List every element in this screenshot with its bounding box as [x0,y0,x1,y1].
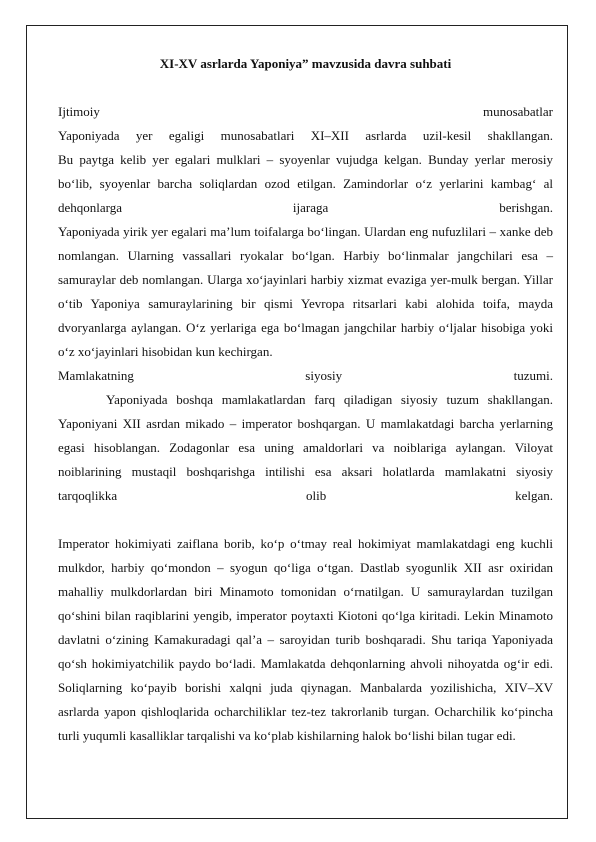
document-title: XI-XV asrlarda Yaponiya” mavzusida davra suhbati [159,56,452,71]
paragraph-political-system: Yaponiyada boshqa mamlakatlardan farq qiladigan siyosiy tuzum shakllangan. Yaponiyani XII asrdan mikado – imperator boshqargan. U mamlakatdagi barcha yerlarning egasi hisoblangan. Zodagonlar esa uning amaldorlari va noiblariga aylangan. Viloyat noiblarining mustaqil boshqarishga intilishi esa aksari holatlarda mamlakatni siyosiy tarqoqlikka olib kelgan. [58,392,553,503]
paragraph-shoen: Bu paytga kelib yer egalari mulklari – syoyenlar vujudga kelgan. Bunday yerlar merosiy bo‘lib, syoyenlar barcha soliqlardan ozod etilgan. Zamindorlar o‘z yerlarini kambag‘ al dehqonlarga ijaraga berishgan. [58,152,553,215]
paragraph-landowner-classes: Yaponiyada yirik yer egalari ma’lum toifalarga bo‘lingan. Ulardan eng nufuzlilari – xanke deb nomlangan. Ularning vassallari ryokalar bo‘lgan. Harbiy bo‘linmalar jangchilari esa – samuraylar deb nomlangan. Ularga xo‘jayinlari harbiy xizmat evaziga yer-mulk bergan. Yillar o‘tib Yaponiya samuraylarining bir qismi Yevropa ritsarlari kabi alohida toifa, mayda dvoryanlarga aylangan. O‘z yerlariga ega bo‘lmagan jangchilar harbiy o‘ljalar hisobiga yoki o‘z xo‘jayinlari hisobidan kun kechirgan. [58,224,553,359]
section-heading-political-system: Mamlakatning siyosiy tuzumi. [58,368,553,383]
paragraph-shogunate: Imperator hokimiyati zaiflana borib, ko‘p o‘tmay real hokimiyat mamlakatdagi eng kuchli mulkdor, harbiy qo‘mondon – syogun qo‘liga o‘tgan. Dastlab syogunlik XII asr oxiridan mahalliy mulkdorlardan biri Minamoto tomonidan o‘rnatilgan. U samuraylardan tuzilgan qo‘shini bilan raqiblarini yengib, imperator poytaxti Kiotoni qo‘lga kiritadi. Lekin Minamoto davlatni o‘zining Kamakuradagi qal’a – saroyidan turib boshqaradi. Shu tariqa Yaponiyada qo‘sh hokimiyatchilik paydo bo‘ladi. Mamlakatda dehqonlarning ahvoli nihoyatda og‘ir edi. Soliqlarning ko‘payib borishi xalqni juda qiynagan. Manbalarda yozilishicha, XIV–XV asrlarda yapon qishloqlarida ocharchiliklar tez-tez takrorlanib turgan. Ocharchilik ko‘pincha turli yuqumli kasalliklar tarqalishi va ko‘plab kishilarning halok bo‘lishi bilan tugar edi. [58,536,553,743]
paragraph-land-ownership: Yaponiyada yer egaligi munosabatlari XI–XII asrlarda uzil-kesil shakllangan. [58,128,553,143]
section-heading-social-relations: Ijtimoiy munosabatlar [58,104,553,119]
document-page [58,52,553,748]
